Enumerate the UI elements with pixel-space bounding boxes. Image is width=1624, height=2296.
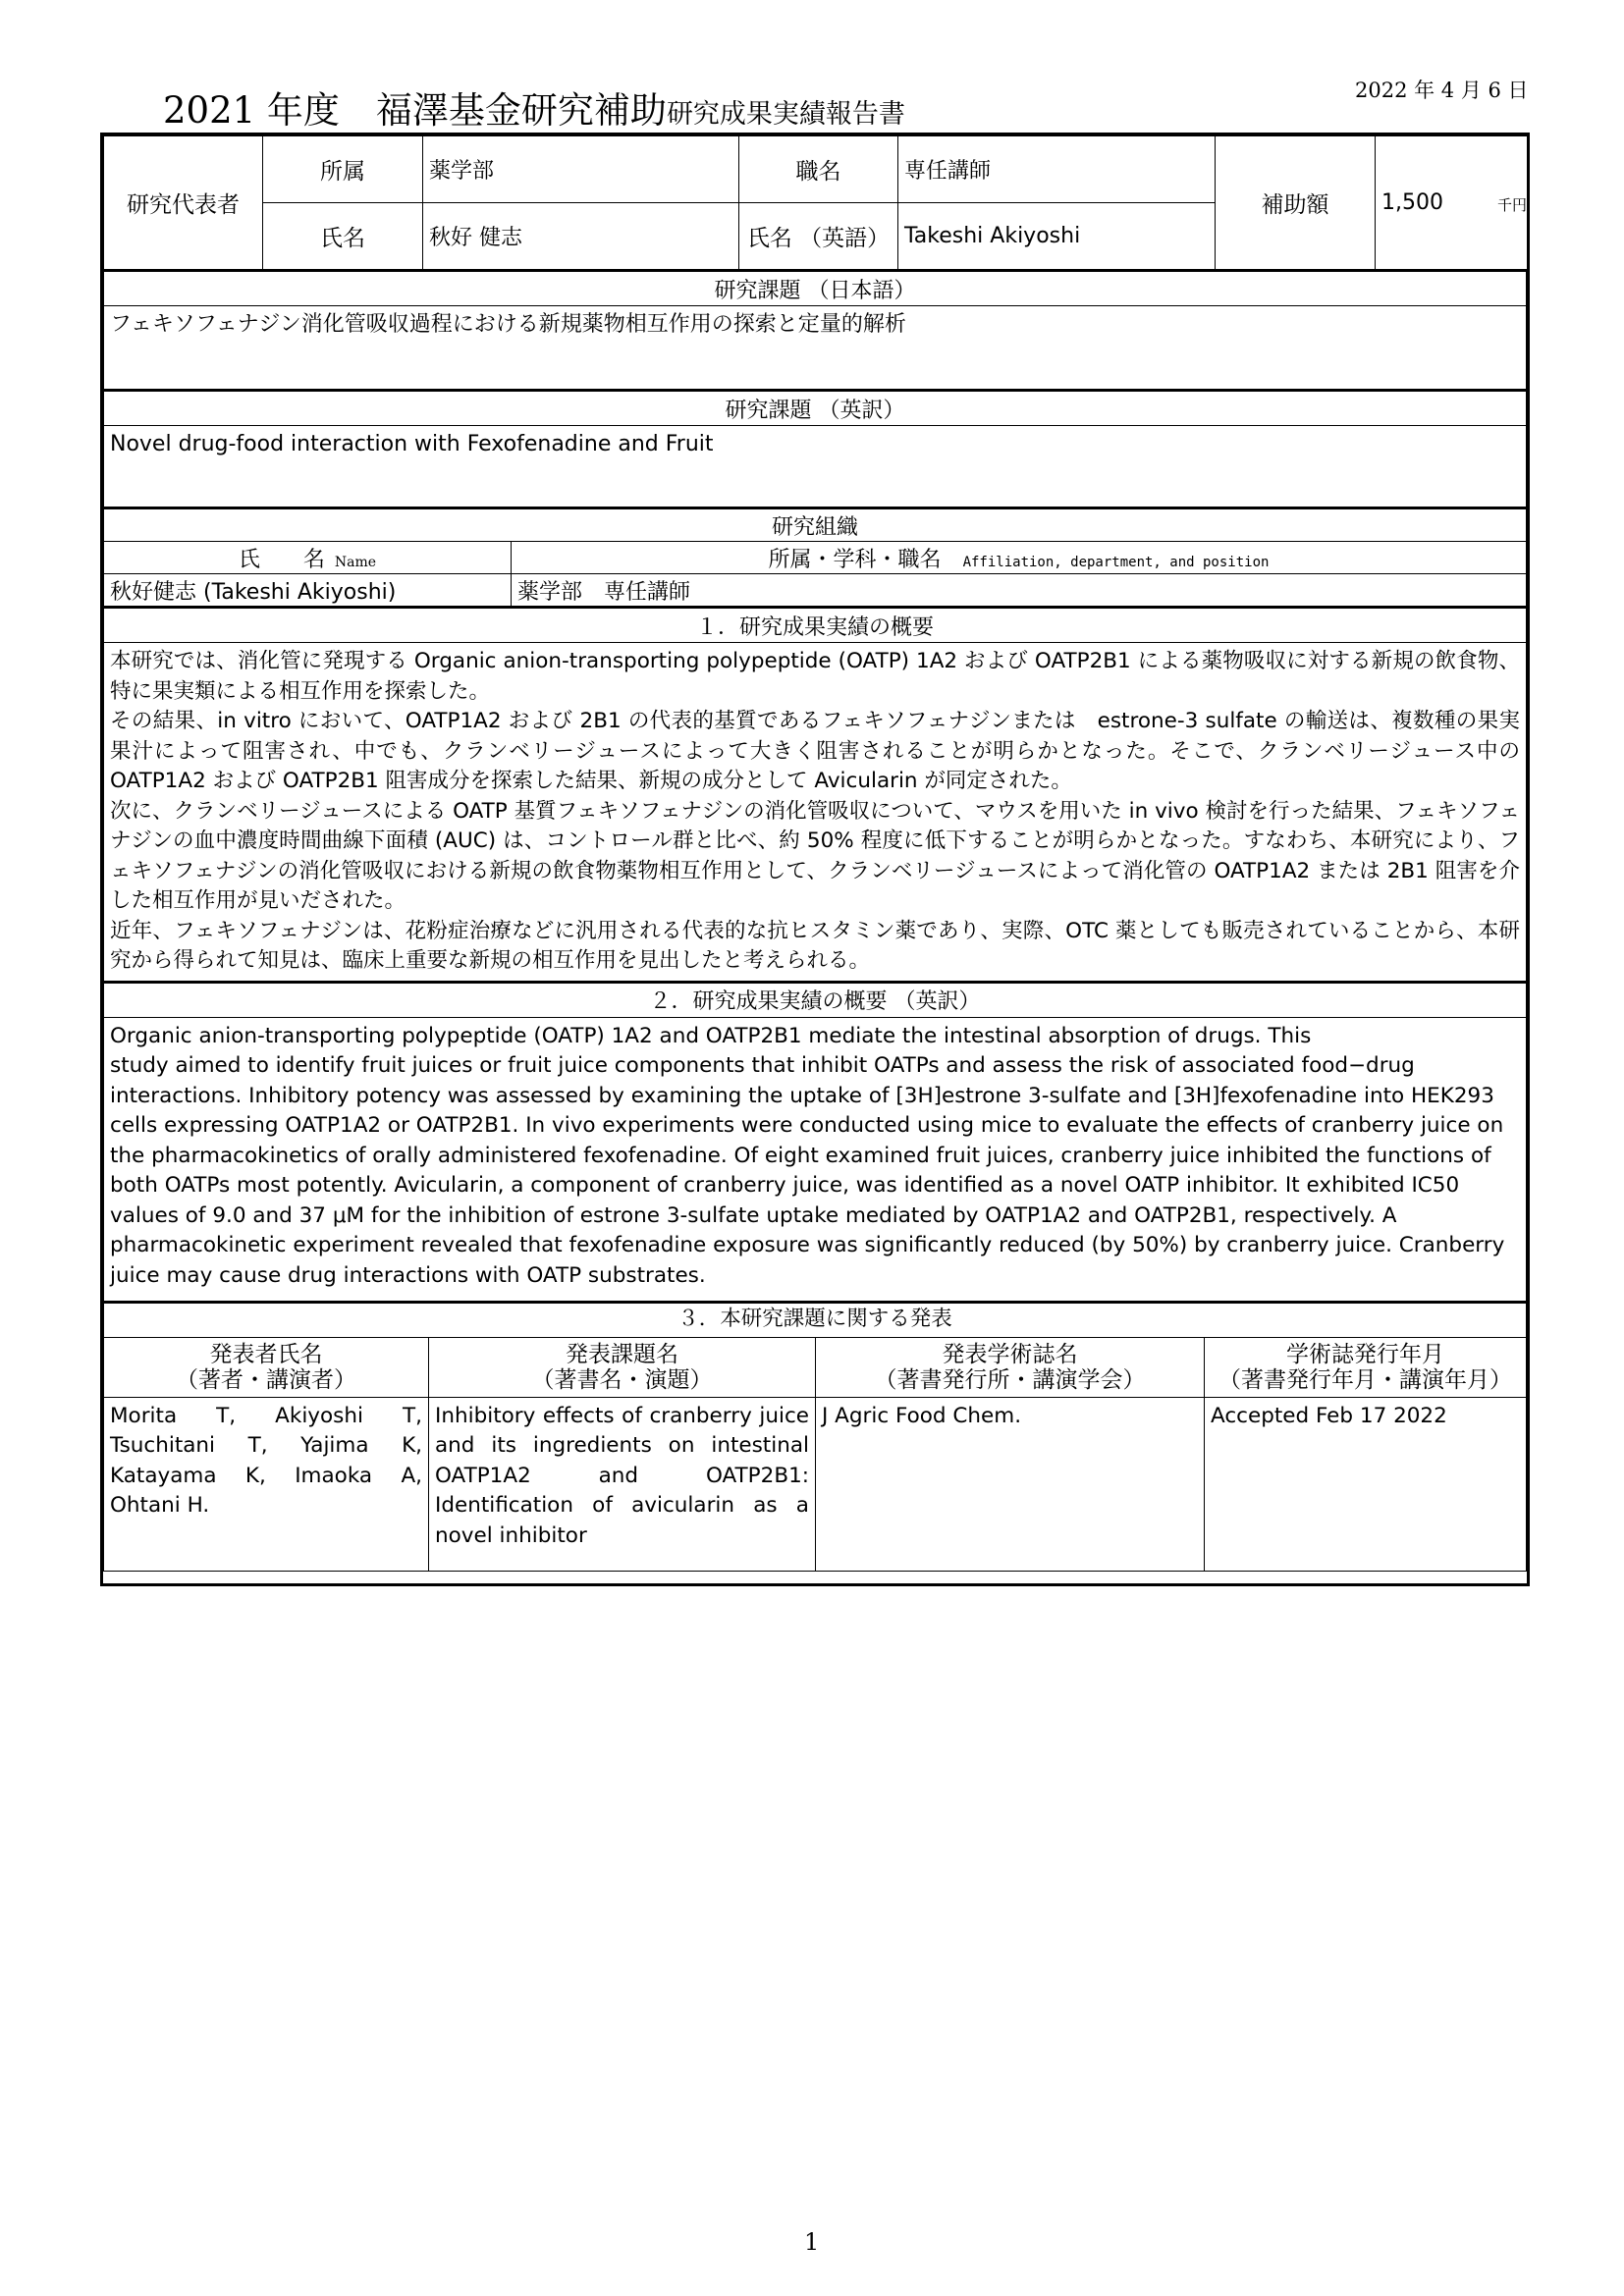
summary-jp-paragraph: 本研究では、消化管に発現する Organic anion-transporting polypeptide (OATP) 1A2 および OATP2B1 による薬物吸収に対する新規の飲食物、特に果実類による相互作用を探索した。 [110,649,1520,704]
org-col-affiliation [512,542,1527,574]
table-row [104,574,1527,608]
organization-heading: 研究組織 [104,509,1527,542]
summary-jp-paragraph: 近年、フェキソフェナジンは、花粉症治療などに汎用される代表的な抗ヒスタミン薬であり、実際、OTC 薬としても販売されていることから、本研究から得られて知見は、臨床上重要な新規の相互作用を見出したと考えられる。 [110,918,1520,973]
member-name: 秋好健志 (Takeshi Akiyoshi) [104,574,512,608]
topic-en-section [103,391,1527,508]
summary-en-line: study aimed to identify fruit juices or fruit juice components that inhibit OATPs and assess the risk of associated food−drug [110,1053,1415,1078]
org-col-affil-label: 所属・学科・職名 [768,547,942,572]
summary-en-line: Organic anion-transporting polypeptide (OATP) 1A2 and OATP2B1 mediate the intestinal absorption of drugs. This [110,1023,1312,1048]
name-en-label: 氏名 （英語） [739,203,898,271]
summary-jp-body [104,643,1527,982]
summary-en-line: pharmacokinetic experiment revealed that fexofenadine exposure was significantly reduced (by 50%) by cranberry juice. Cranberry [110,1233,1505,1257]
grant-cell [1376,136,1531,271]
summary-jp-paragraph: その結果、in vitro において、OATP1A2 および 2B1 の代表的基質であるフェキソフェナジンまたは estrone-3 sulfate の輸送は、複数種の果実果汁によって阻害され、中でも、クランベリージュースによって大きく阻害されることが明らかとなった。そこで、クランベリージュース中の OATP1A2 および OATP2B1 阻害成分を探索した結果、新規の成分として Avicularin が同定された。 [110,709,1520,793]
topic-jp-section [103,271,1527,391]
pub-col-journal-line1: 発表学術誌名 [942,1341,1078,1367]
report-date: 2022 年 4 月 6 日 [1355,79,1529,102]
report-frame [100,133,1530,1586]
pub-col-authors [104,1337,429,1397]
grant-unit: 千円 [1496,196,1527,214]
org-col-name-label: 氏 名 [238,547,325,572]
position-value: 専任講師 [898,136,1216,203]
grant-amount: 1,500 [1381,190,1443,215]
pub-journal: J Agric Food Chem. [816,1397,1205,1571]
name-en-value: Takeshi Akiyoshi [898,203,1216,271]
summary-en-section [103,983,1527,1303]
pub-col-date [1205,1337,1527,1397]
name-label: 氏名 [263,203,423,271]
pub-col-date-line1: 学術誌発行年月 [1286,1341,1444,1367]
position-label: 職名 [739,136,898,203]
page-title [163,80,905,133]
summary-en-line: cells expressing OATP1A2 or OATP2B1. In vivo experiments were conducted using mice to evaluate the effects of cranberry juice on [110,1113,1504,1138]
publications-section [103,1303,1527,1572]
pub-col-authors-line2: （著者・講演者） [176,1366,356,1393]
summary-jp-paragraph: 次に、クランベリージュースによる OATP 基質フェキソフェナジンの消化管吸収について、マウスを用いた in vivo 検討を行った結果、フェキソフェナジンの血中濃度時間曲線下面積 (AUC) は、コントロール群と比べ、約 50% 程度に低下することが明らかとなった。すなわち、本研究により、フェキソフェナジンの消化管吸収における新規の飲食物薬物相互作用として、クランベリージュースによって消化管の OATP1A2 または 2B1 阻害を介した相互作用が見いだされた。 [110,798,1520,913]
summary-en-line: juice may cause drug interactions with OATP substrates. [110,1262,706,1288]
org-col-name-hint: Name [334,554,377,570]
member-affiliation: 薬学部 専任講師 [512,574,1527,608]
org-col-name [104,542,512,574]
summary-en-line: interactions. Inhibitory potency was assessed by examining the uptake of [3H]estrone 3-sulfate and [3H]fexofenadine into HEK293 [110,1083,1494,1108]
pub-date: Accepted Feb 17 2022 [1205,1397,1527,1571]
topic-en-text: Novel drug-food interaction with Fexofenadine and Fruit [104,426,1527,508]
pub-col-authors-line1: 発表者氏名 [209,1341,323,1367]
org-col-affil-hint: Affiliation, department, and position [962,554,1270,570]
pub-col-journal-line2: （著書発行所・講演学会） [874,1366,1146,1393]
pub-col-title-line1: 発表課題名 [566,1341,678,1367]
pub-col-title-line2: （著書名・演題） [531,1366,713,1393]
summary-en-body [104,1017,1527,1302]
pub-col-title [429,1337,816,1397]
name-value: 秋好 健志 [423,203,739,271]
topic-en-heading: 研究課題 （英訳） [104,392,1527,426]
title-suffix: 研究成果実績報告書 [666,99,905,130]
representative-table [103,135,1530,271]
summary-en-line: the pharmacokinetics of orally administered fexofenadine. Of eight examined fruit juices, cranberry juice inhibited the functions of [110,1143,1491,1168]
title-main: 2021 年度 福澤基金研究補助 [163,89,667,132]
page-number: 1 [804,2228,820,2256]
pub-title: Inhibitory effects of cranberry juice and its ingredients on intestinal OATP1A2 and OATP2B1: Identification of avicularin as a novel inhibitor [429,1397,816,1571]
organization-section [103,508,1527,608]
pub-col-date-line2: （著書発行年月・講演年月） [1218,1366,1512,1393]
topic-jp-heading: 研究課題 （日本語） [104,272,1527,306]
affiliation-label: 所属 [263,136,423,203]
summary-en-line: values of 9.0 and 37 μM for the inhibition of estrone 3-sulfate uptake mediated by OATP1A2 and OATP2B1, respectively. A [110,1202,1397,1228]
representative-label: 研究代表者 [104,136,263,271]
affiliation-value: 薬学部 [423,136,739,203]
publications-heading: ３．本研究課題に関する発表 [104,1303,1527,1337]
pub-col-journal [816,1337,1205,1397]
summary-en-line: both OATPs most potently. Avicularin, a component of cranberry juice, was identified as a novel OATP inhibitor. It exhibited IC50 [110,1173,1460,1198]
summary-en-heading: ２．研究成果実績の概要 （英訳） [104,983,1527,1017]
topic-jp-text: フェキソフェナジン消化管吸収過程における新規薬物相互作用の探索と定量的解析 [104,306,1527,391]
table-row [104,1397,1527,1571]
grant-label: 補助額 [1216,136,1376,271]
summary-jp-section [103,608,1527,983]
summary-jp-heading: １．研究成果実績の概要 [104,609,1527,643]
pub-authors: Morita T, Akiyoshi T, Tsuchitani T, Yajima K, Katayama K, Imaoka A, Ohtani H. [104,1397,429,1571]
